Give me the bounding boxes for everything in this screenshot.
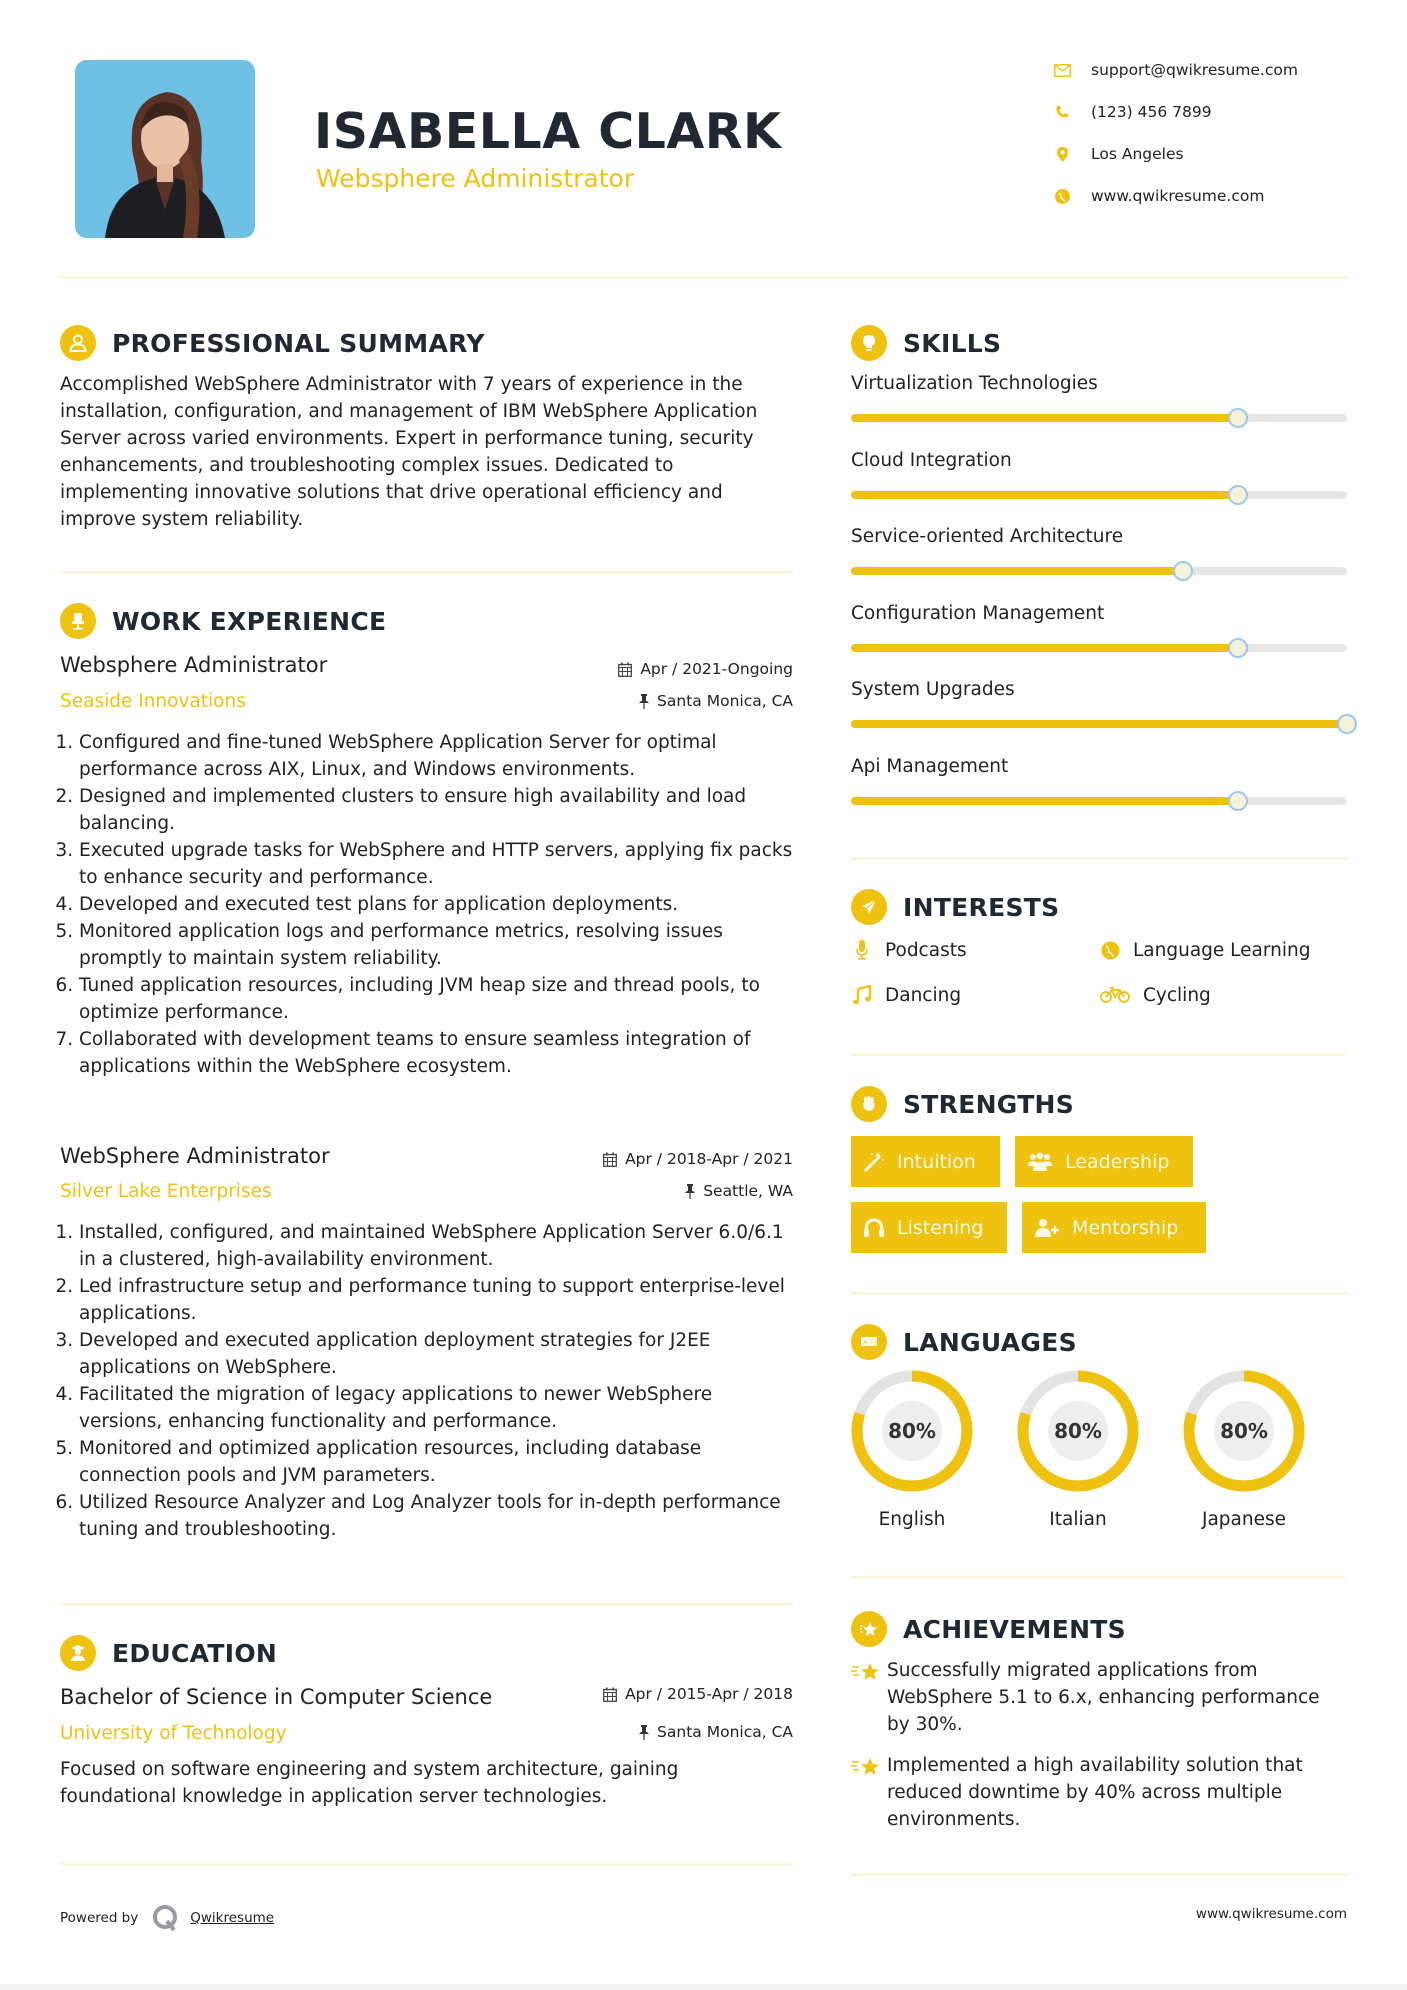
shooting-star-icon bbox=[851, 1657, 887, 1738]
summary-heading bbox=[60, 323, 485, 363]
skill-slider[interactable] bbox=[851, 797, 1347, 805]
degree-title: Bachelor of Science in Computer Science bbox=[60, 1685, 493, 1709]
education-location: Santa Monica, CA bbox=[500, 1721, 793, 1743]
pushpin-icon bbox=[639, 1725, 649, 1740]
education-divider bbox=[60, 1863, 793, 1866]
languages-heading-text: LANGUAGES bbox=[903, 1327, 1077, 1357]
strengths-heading bbox=[851, 1084, 1074, 1124]
job-2-bullet: 1. Installed, configured, and maintained WebSphere Application Server 6.0/6.1 in a clustered, high-availability environment. bbox=[79, 1219, 800, 1273]
interests-heading bbox=[851, 887, 1059, 927]
skill-slider[interactable] bbox=[851, 720, 1347, 728]
pushpin-icon bbox=[639, 694, 649, 709]
header-divider bbox=[60, 276, 1347, 279]
skill-item bbox=[851, 601, 1347, 652]
strengths-divider bbox=[851, 1292, 1347, 1295]
summary-text: Accomplished WebSphere Administrator with 7 years of experience in the installation, configuration, and management of IBM WebSphere Application Server across varied environments. Expert in performance tuning, security enhancements, and troubleshooting complex issues. Dedicated to implementing innovative solutions that drive operational efficiency and improve system reliability. bbox=[60, 374, 758, 530]
language-percent: 80% bbox=[1214, 1401, 1274, 1461]
contact-location-text: Los Angeles bbox=[1091, 145, 1184, 163]
skill-label: Cloud Integration bbox=[851, 450, 1012, 471]
strength-badge: Intuition bbox=[851, 1136, 1000, 1187]
education-heading-text: EDUCATION bbox=[112, 1638, 278, 1668]
skill-slider[interactable] bbox=[851, 491, 1347, 499]
skill-label: Configuration Management bbox=[851, 603, 1105, 624]
language-name: English bbox=[878, 1509, 946, 1530]
skill-label: System Upgrades bbox=[851, 679, 1015, 700]
skill-fill bbox=[851, 567, 1183, 575]
contact-phone[interactable] bbox=[1051, 101, 1212, 123]
shooting-star-icon bbox=[851, 1752, 887, 1833]
bicycle-icon bbox=[1099, 987, 1131, 1003]
skill-fill bbox=[851, 414, 1238, 422]
slider-knob[interactable] bbox=[1173, 561, 1193, 581]
language-item bbox=[851, 1370, 973, 1533]
job-1-location: Santa Monica, CA bbox=[500, 690, 793, 712]
interests-heading-text: INTERESTS bbox=[903, 892, 1060, 922]
footer-powered-by bbox=[60, 1904, 274, 1932]
job-1-title: Websphere Administrator bbox=[60, 653, 328, 677]
language-percent: 80% bbox=[882, 1401, 942, 1461]
skill-fill bbox=[851, 644, 1238, 652]
job-2-bullet: 5. Monitored and optimized application resources, including database connection pools and JVM parameters. bbox=[79, 1435, 800, 1489]
globe-icon bbox=[1099, 941, 1121, 960]
skills-divider bbox=[851, 857, 1347, 860]
slider-knob[interactable] bbox=[1337, 714, 1357, 734]
job-1-bullet: 6. Tuned application resources, including JVM heap size and thread pools, to optimize performance. bbox=[79, 972, 800, 1026]
microphone-icon bbox=[851, 940, 873, 960]
achievements-heading-text: ACHIEVEMENTS bbox=[903, 1614, 1126, 1644]
job-1-dates: Apr / 2021-Ongoing bbox=[500, 658, 793, 680]
calendar-icon bbox=[603, 1687, 617, 1702]
user-icon bbox=[60, 325, 96, 361]
job-2-bullet: 3. Developed and executed application deployment strategies for J2EE applications on WebSphere. bbox=[79, 1327, 800, 1381]
job-2-bullet: 6. Utilized Resource Analyzer and Log Analyzer tools for in-depth performance tuning and troubleshooting. bbox=[79, 1489, 800, 1543]
language-item bbox=[1183, 1370, 1305, 1533]
skill-item bbox=[851, 371, 1347, 422]
skill-fill bbox=[851, 491, 1238, 499]
job-1-bullet: 1. Configured and fine-tuned WebSphere Application Server for optimal performance across AIX, Linux, and Windows environments. bbox=[79, 729, 800, 783]
slider-knob[interactable] bbox=[1228, 485, 1248, 505]
map-pin-icon bbox=[1051, 145, 1073, 163]
star-badge-icon bbox=[851, 1611, 887, 1647]
pushpin-icon bbox=[685, 1184, 695, 1199]
job-2-bullets bbox=[60, 1219, 800, 1543]
page-bottom-edge bbox=[0, 1984, 1407, 1990]
interest-item: Cycling bbox=[1099, 982, 1211, 1008]
user-plus-icon bbox=[1034, 1218, 1060, 1238]
job-1-company: Seaside Innovations bbox=[60, 691, 246, 712]
language-name: Italian bbox=[1049, 1509, 1107, 1530]
job-1-bullet: 4. Developed and executed test plans for application deployments. bbox=[79, 891, 800, 918]
powered-by-text: Powered by bbox=[60, 1910, 139, 1926]
headphones-icon bbox=[863, 1218, 885, 1238]
achievement-item: Successfully migrated applications from WebSphere 5.1 to 6.x, enhancing performance by 30%. bbox=[851, 1657, 1347, 1738]
translate-icon bbox=[851, 1324, 887, 1360]
experience-heading-text: WORK EXPERIENCE bbox=[112, 606, 387, 636]
users-icon bbox=[1027, 1152, 1053, 1172]
interests-divider bbox=[851, 1053, 1347, 1056]
skill-item bbox=[851, 524, 1347, 575]
contact-location bbox=[1051, 143, 1184, 165]
skill-fill bbox=[851, 720, 1347, 728]
skill-label: Api Management bbox=[851, 756, 1009, 777]
globe-icon bbox=[1051, 187, 1073, 205]
contact-email[interactable] bbox=[1051, 59, 1298, 81]
job-1-bullet: 3. Executed upgrade tasks for WebSphere and HTTP servers, applying fix packs to enhance security and performance. bbox=[79, 837, 800, 891]
language-progress-ring bbox=[1017, 1370, 1139, 1492]
experience-divider bbox=[60, 1603, 793, 1606]
office-chair-icon bbox=[60, 603, 96, 639]
job-2-title: WebSphere Administrator bbox=[60, 1144, 330, 1168]
interest-item: Dancing bbox=[851, 982, 961, 1008]
contact-website[interactable] bbox=[1051, 185, 1264, 207]
slider-knob[interactable] bbox=[1228, 408, 1248, 428]
school-name: University of Technology bbox=[60, 1723, 287, 1744]
education-dates: Apr / 2015-Apr / 2018 bbox=[500, 1683, 793, 1705]
slider-knob[interactable] bbox=[1228, 791, 1248, 811]
candidate-title: Websphere Administrator bbox=[316, 164, 635, 193]
skills-heading bbox=[851, 323, 1001, 363]
fist-icon bbox=[851, 1086, 887, 1122]
slider-knob[interactable] bbox=[1228, 638, 1248, 658]
languages-divider bbox=[851, 1576, 1347, 1579]
language-percent: 80% bbox=[1048, 1401, 1108, 1461]
profile-photo bbox=[75, 60, 255, 238]
skill-item bbox=[851, 677, 1347, 728]
graduate-icon bbox=[60, 1635, 96, 1671]
achievements-heading bbox=[851, 1609, 1126, 1649]
envelope-icon bbox=[1051, 61, 1073, 79]
contact-website-text: www.qwikresume.com bbox=[1091, 187, 1265, 205]
calendar-icon bbox=[618, 662, 632, 677]
candidate-name: ISABELLA CLARK bbox=[314, 103, 782, 160]
skill-item bbox=[851, 448, 1347, 499]
music-note-icon bbox=[851, 985, 873, 1005]
job-1-bullet: 2. Designed and implemented clusters to ensure high availability and load balancing. bbox=[79, 783, 800, 837]
achievements-divider bbox=[851, 1873, 1347, 1876]
qwikresume-logo-icon bbox=[152, 1904, 180, 1932]
paper-plane-icon bbox=[851, 889, 887, 925]
strengths-heading-text: STRENGTHS bbox=[903, 1089, 1075, 1119]
skill-slider[interactable] bbox=[851, 567, 1347, 575]
strength-badge: Mentorship bbox=[1022, 1202, 1206, 1253]
summary-heading-text: PROFESSIONAL SUMMARY bbox=[112, 328, 485, 358]
job-2-dates: Apr / 2018-Apr / 2021 bbox=[500, 1148, 793, 1170]
language-name: Japanese bbox=[1202, 1509, 1286, 1530]
strength-badge: Leadership bbox=[1015, 1136, 1193, 1187]
contact-phone-text: (123) 456 7899 bbox=[1091, 103, 1212, 121]
skills-heading-text: SKILLS bbox=[903, 328, 1002, 358]
skill-slider[interactable] bbox=[851, 414, 1347, 422]
skill-label: Virtualization Technologies bbox=[851, 373, 1098, 394]
footer-website[interactable]: www.qwikresume.com bbox=[1195, 1906, 1347, 1922]
magic-wand-icon bbox=[863, 1152, 885, 1172]
language-item bbox=[1017, 1370, 1139, 1533]
calendar-icon bbox=[603, 1152, 617, 1167]
language-progress-ring bbox=[1183, 1370, 1305, 1492]
education-description: Focused on software engineering and system architecture, gaining foundational knowledge in application server technologies. bbox=[60, 1759, 679, 1807]
job-1-bullets bbox=[60, 729, 800, 1080]
svg-text:A: A bbox=[863, 1338, 868, 1347]
language-progress-ring bbox=[851, 1370, 973, 1492]
job-1-bullet: 7. Collaborated with development teams to ensure seamless integration of applications within the WebSphere ecosystem. bbox=[79, 1026, 800, 1080]
interest-item: Podcasts bbox=[851, 937, 967, 963]
education-heading bbox=[60, 1633, 277, 1673]
contact-email-text: support@qwikresume.com bbox=[1091, 61, 1298, 79]
job-1-bullet: 5. Monitored application logs and performance metrics, resolving issues promptly to maintain system reliability. bbox=[79, 918, 800, 972]
skill-slider[interactable] bbox=[851, 644, 1347, 652]
summary-divider bbox=[60, 571, 793, 574]
lightbulb-icon bbox=[851, 325, 887, 361]
job-2-company: Silver Lake Enterprises bbox=[60, 1181, 272, 1202]
job-2-bullet: 4. Facilitated the migration of legacy applications to newer WebSphere versions, enhancing functionality and performance. bbox=[79, 1381, 800, 1435]
person-photo-icon bbox=[75, 60, 255, 238]
qwikresume-link[interactable]: Qwikresume bbox=[190, 1910, 275, 1926]
job-2-bullet: 2. Led infrastructure setup and performance tuning to support enterprise-level applications. bbox=[79, 1273, 800, 1327]
skill-fill bbox=[851, 797, 1238, 805]
skill-label: Service-oriented Architecture bbox=[851, 526, 1124, 547]
languages-heading bbox=[851, 1322, 1077, 1362]
strength-badge: Listening bbox=[851, 1202, 1007, 1253]
achievement-item: Implemented a high availability solution that reduced downtime by 40% across multiple environments. bbox=[851, 1752, 1347, 1833]
experience-heading bbox=[60, 601, 386, 641]
job-2-location: Seattle, WA bbox=[500, 1180, 793, 1202]
phone-icon bbox=[1051, 103, 1073, 121]
interest-item: Language Learning bbox=[1099, 937, 1311, 963]
skill-item bbox=[851, 754, 1347, 805]
